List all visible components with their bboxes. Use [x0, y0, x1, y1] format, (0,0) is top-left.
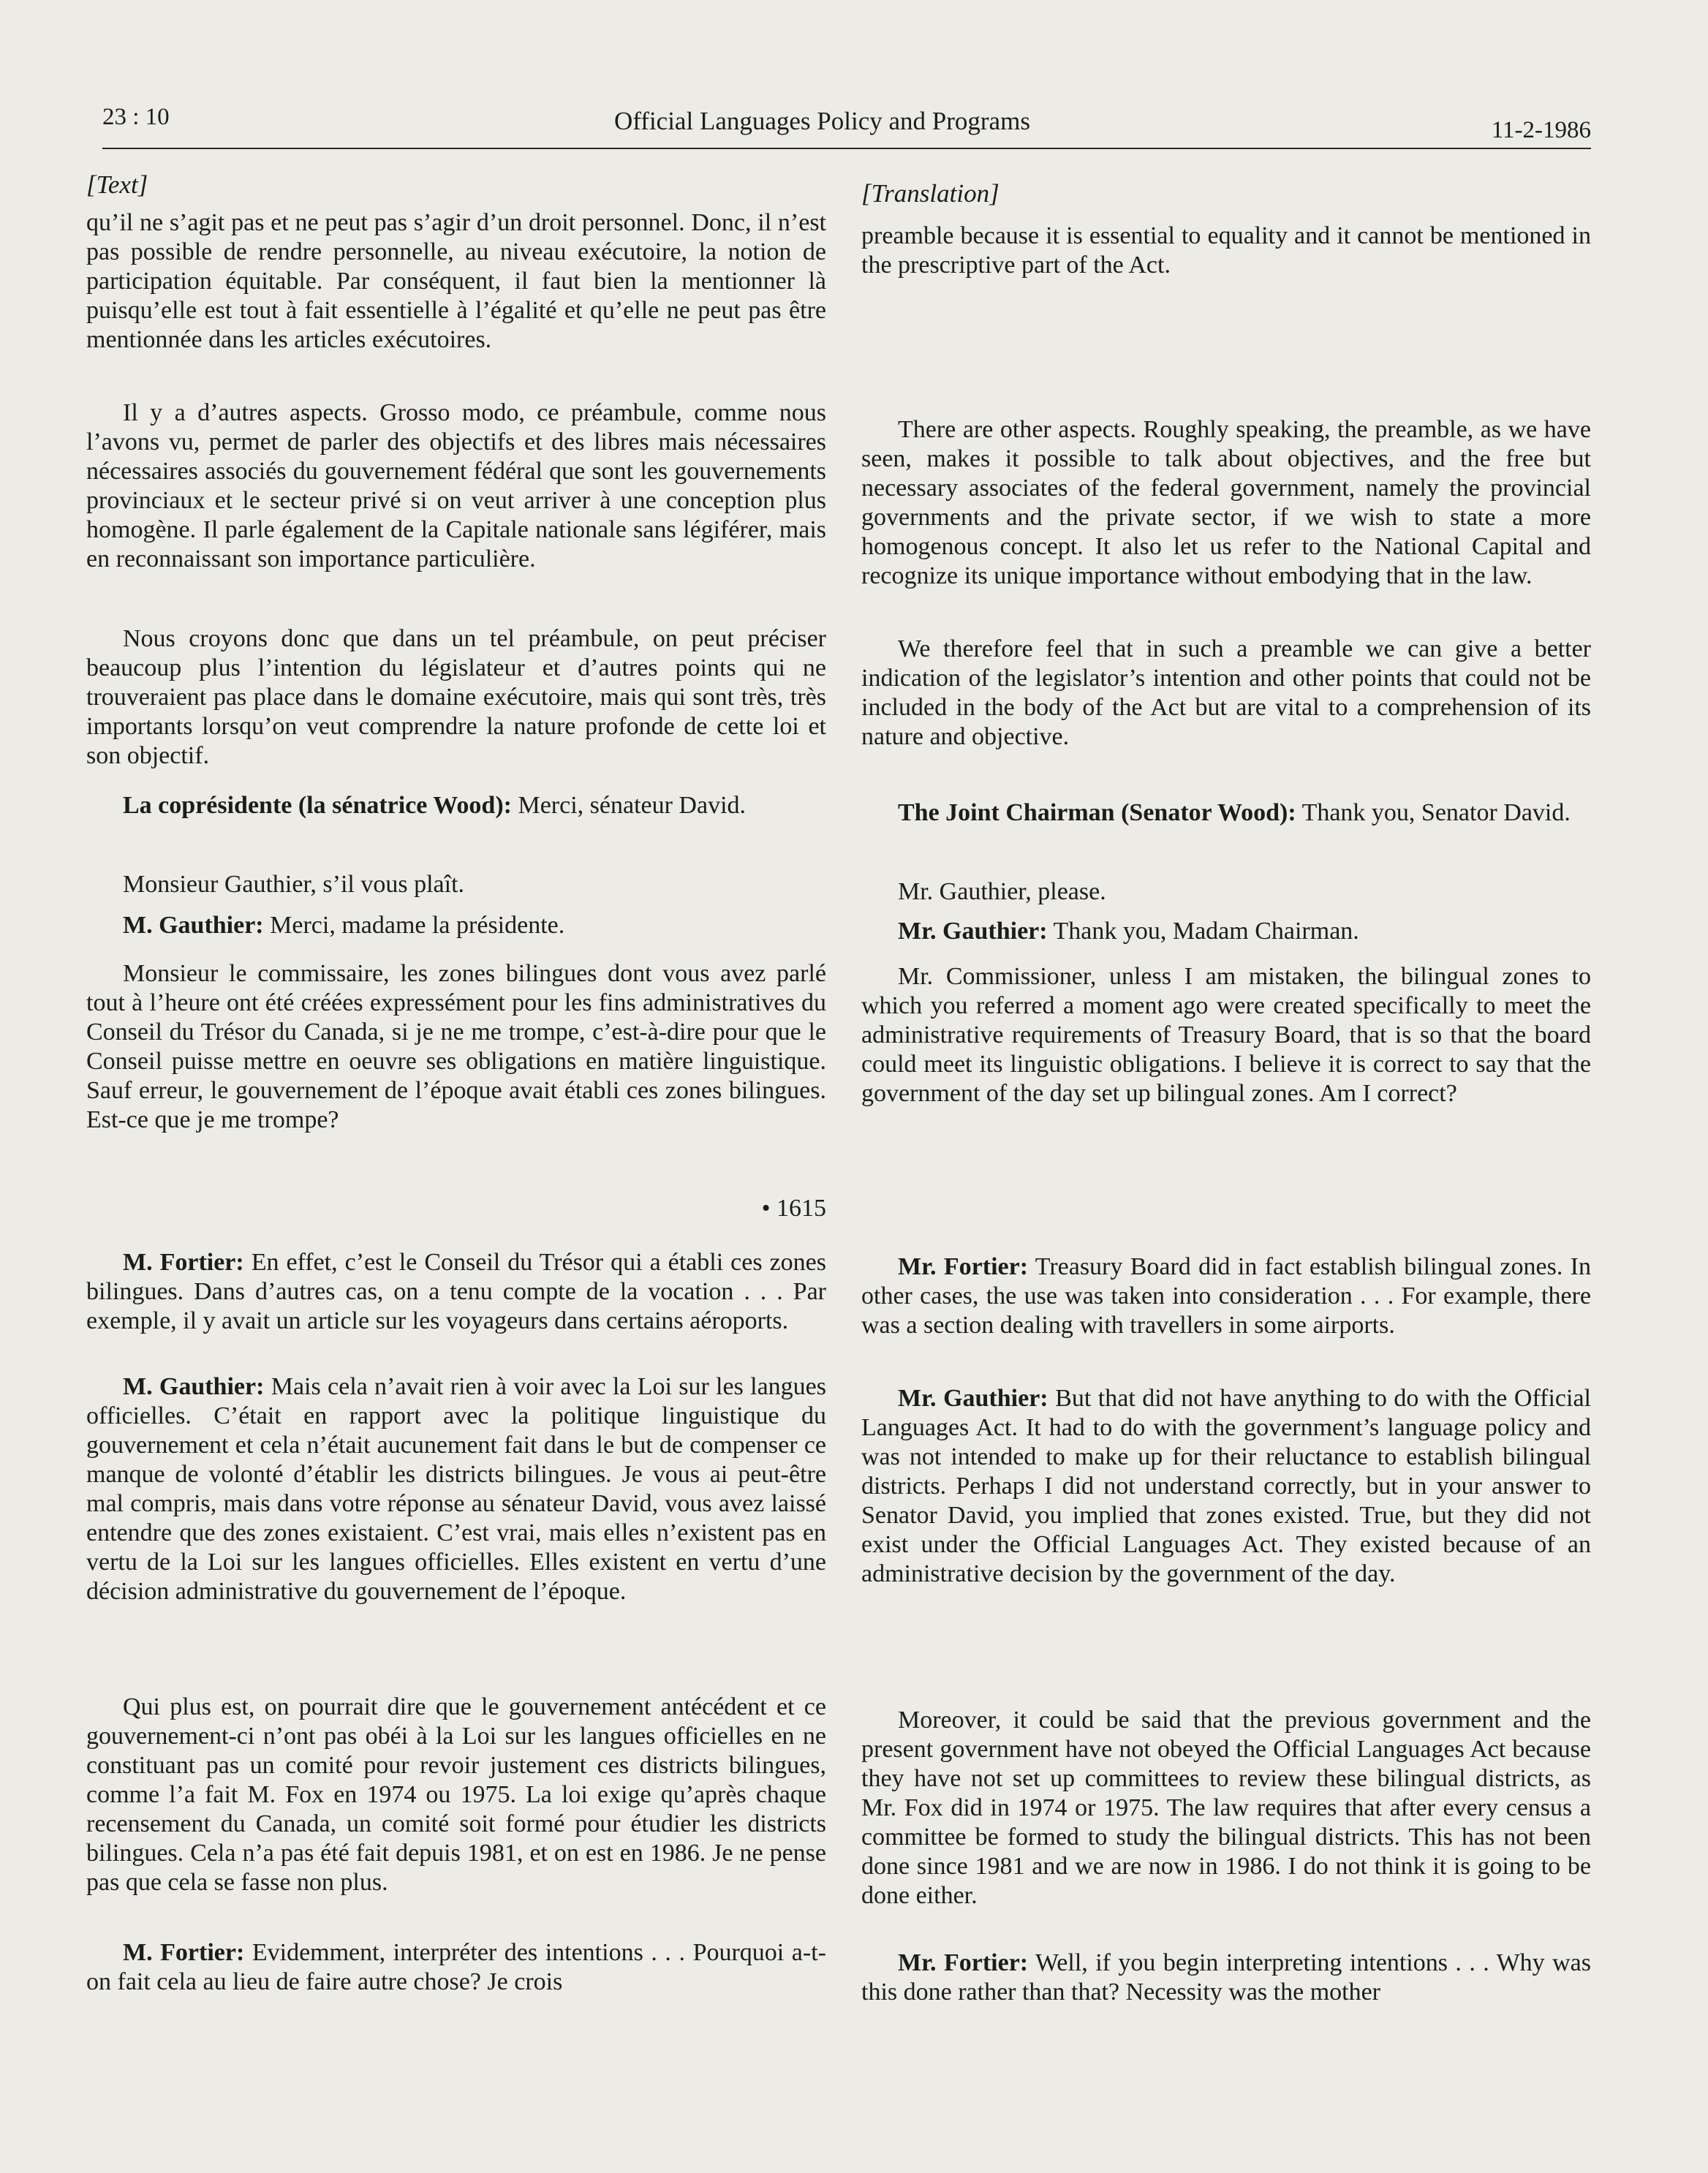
speech: En effet, c’est le Conseil du Trésor qui a établi ces zones bilingues. Dans d’autres cas, on a tenu compte de la vocation . . . Par exemple, il y avait un article sur les voyageurs dans certains aéroports.: [86, 1249, 826, 1334]
paragraph: Mr. Gauthier, please.: [898, 878, 1106, 905]
speaker-name: M. Gauthier:: [123, 912, 264, 939]
running-title: Official Languages Policy and Programs: [614, 107, 1030, 135]
translation-tag: [Translation]: [861, 179, 1000, 208]
speech: Merci, sénateur David.: [511, 792, 747, 819]
page-header: [102, 104, 1591, 149]
speech: Thank you, Madam Chairman.: [1047, 918, 1359, 945]
speech: Treasury Board did in fact establish bilingual zones. In other cases, the use was taken into consideration . . . For example, there was a section dealing with travellers in some airports.: [861, 1253, 1592, 1339]
paragraph: Monsieur Gauthier, s’il vous plaît.: [123, 871, 465, 898]
paragraph: [86, 911, 826, 940]
paragraph: There are other aspects. Roughly speaking, the preamble, as we have seen, makes it possible to talk about objectives, and the free but necessary associates of the federal government, namely the provincial governments and the private sector, if we wish to state a more homogenous concept. It also let us refer to the National Capital and recognize its unique importance without embodying that in the law.: [861, 416, 1591, 589]
speaker-name: Mr. Gauthier:: [898, 1385, 1048, 1412]
paragraph: [861, 1384, 1591, 1589]
speech: Well, if you begin interpreting intentions . . . Why was this done rather than that? Necessity was the mother: [861, 1949, 1591, 2006]
paragraph: Moreover, it could be said that the previous government and the present government have not obeyed the Official Languages Act because they have not set up committees to review these bilingual districts, as Mr. Fox did in 1974 or 1975. The law requires that after every census a committee be formed to study the bilingual districts. This has not been done since 1981 and we are now in 1986. I do not think it is going to be done either.: [861, 1707, 1591, 1909]
speaker-name: La coprésidente (la sénatrice Wood):: [123, 792, 512, 819]
paragraph: Nous croyons donc que dans un tel préambule, on peut préciser beaucoup plus l’intention du législateur et d’autres points qui ne trouveraient pas place dans le domaine exécutoire, mais qui sont très, très importants lorsqu’on veut comprendre la nature profonde de cette loi et son objectif.: [86, 625, 826, 769]
paragraph: [861, 917, 1591, 946]
page-reference: 23 : 10: [102, 104, 170, 130]
speech: Mais cela n’avait rien à voir avec la Loi sur les langues officielles. C’était en rapport avec la politique linguistique du gouvernement et cela n’était aucunement fait dans le but de compenser ce manque de volonté d’établir les districts bilingues. Je vous ai peut-être mal compris, mais dans votre réponse au sénateur David, vous avez laissé entendre que des zones existaient. C’est vrai, mais elles n’existent pas en vertu de la Loi sur les langues officielles. Elles existent en vertu d’une décision administrative du gouvernement de l’époque.: [86, 1373, 826, 1605]
paragraph: Il y a d’autres aspects. Grosso modo, ce préambule, comme nous l’avons vu, permet de parler des objectifs et des libres mais nécessaires nécessaires associés du gouvernement fédéral que sont les gouvernements provinciaux et le secteur privé si on veut arriver à une conception plus homogène. Il parle également de la Capitale nationale sans légiférer, mais en reconnaissant son importance particulière.: [86, 399, 826, 572]
speaker-name: Mr. Fortier:: [898, 1949, 1029, 1976]
paragraph: We therefore feel that in such a preamble we can give a better indication of the legislator’s intention and other points that could not be included in the body of the Act but are vital to a comprehension of its nature and objective.: [861, 635, 1591, 750]
speech: But that did not have anything to do with the Official Languages Act. It had to do with the government’s language policy and was not intended to make up for their reluctance to establish bilingual districts. Perhaps I did not understand correctly, but in your answer to Senator David, you implied that zones existed. True, but they did not exist under the Official Languages Act. They existed because of an administrative decision by the government of the day.: [861, 1385, 1591, 1587]
paragraph: Monsieur le commissaire, les zones bilingues dont vous avez parlé tout à l’heure ont été créées expressément pour les fins administratives du Conseil du Trésor du Canada, si je ne me trompe, c’est-à-dire pour que le Conseil puisse mettre en oeuvre ses obligations en matière linguistique. Sauf erreur, le gouvernement de l’époque avait établi ces zones bilingues. Est-ce que je me trompe?: [86, 960, 826, 1133]
speaker-name: M. Fortier:: [123, 1939, 245, 1966]
time-marker: • 1615: [761, 1195, 826, 1222]
speech: Merci, madame la présidente.: [263, 912, 565, 939]
paragraph: qu’il ne s’agit pas et ne peut pas s’agir d’un droit personnel. Donc, il n’est pas possible de rendre personnelle, au niveau exécutoire, la notion de participation équitable. Par conséquent, il faut bien la mentionner là puisqu’elle est tout à fait essentielle à l’égalité et qu’elle ne peut pas être mentionnée dans les articles exécutoires.: [86, 209, 826, 353]
paragraph: preamble because it is essential to equality and it cannot be mentioned in the prescriptive part of the Act.: [861, 222, 1591, 279]
paragraph: [86, 1938, 826, 1997]
paragraph: [861, 1949, 1591, 2007]
speaker-name: Mr. Fortier:: [898, 1253, 1029, 1280]
speaker-name: M. Gauthier:: [123, 1373, 265, 1400]
paragraph: [86, 791, 826, 820]
paragraph: [86, 1248, 826, 1336]
paragraph: [861, 1252, 1591, 1340]
paragraph: [86, 1372, 826, 1606]
speech: Evidemment, interpréter des intentions . . . Pourquoi a-t-on fait cela au lieu de faire autre chose? Je crois: [86, 1939, 826, 1995]
text-tag: [Text]: [86, 170, 148, 199]
speaker-name: M. Fortier:: [123, 1249, 244, 1276]
paragraph: [861, 798, 1591, 828]
speaker-name: Mr. Gauthier:: [898, 918, 1048, 945]
speech: Thank you, Senator David.: [1296, 799, 1571, 826]
page-date: 11-2-1986: [1491, 117, 1591, 143]
paragraph: Mr. Commissioner, unless I am mistaken, the bilingual zones to which you referred a moment ago were created specifically to meet the administrative requirements of Treasury Board, that is so that the board could meet its linguistic obligations. I believe it is correct to say that the government of the day set up bilingual zones. Am I correct?: [861, 963, 1591, 1107]
paragraph: Qui plus est, on pourrait dire que le gouvernement antécédent et ce gouvernement-ci n’ont pas obéi à la Loi sur les langues officielles en ne constituant pas un comité pour revoir justement ces districts bilingues, comme l’a fait M. Fox en 1974 ou 1975. La loi exige qu’après chaque recensement du Canada, un comité soit formé pour étudier les districts bilingues. Cela n’a pas été fait depuis 1981, et on est en 1986. Je ne pense pas que cela se fasse non plus.: [86, 1693, 826, 1896]
speaker-name: The Joint Chairman (Senator Wood):: [898, 799, 1296, 826]
